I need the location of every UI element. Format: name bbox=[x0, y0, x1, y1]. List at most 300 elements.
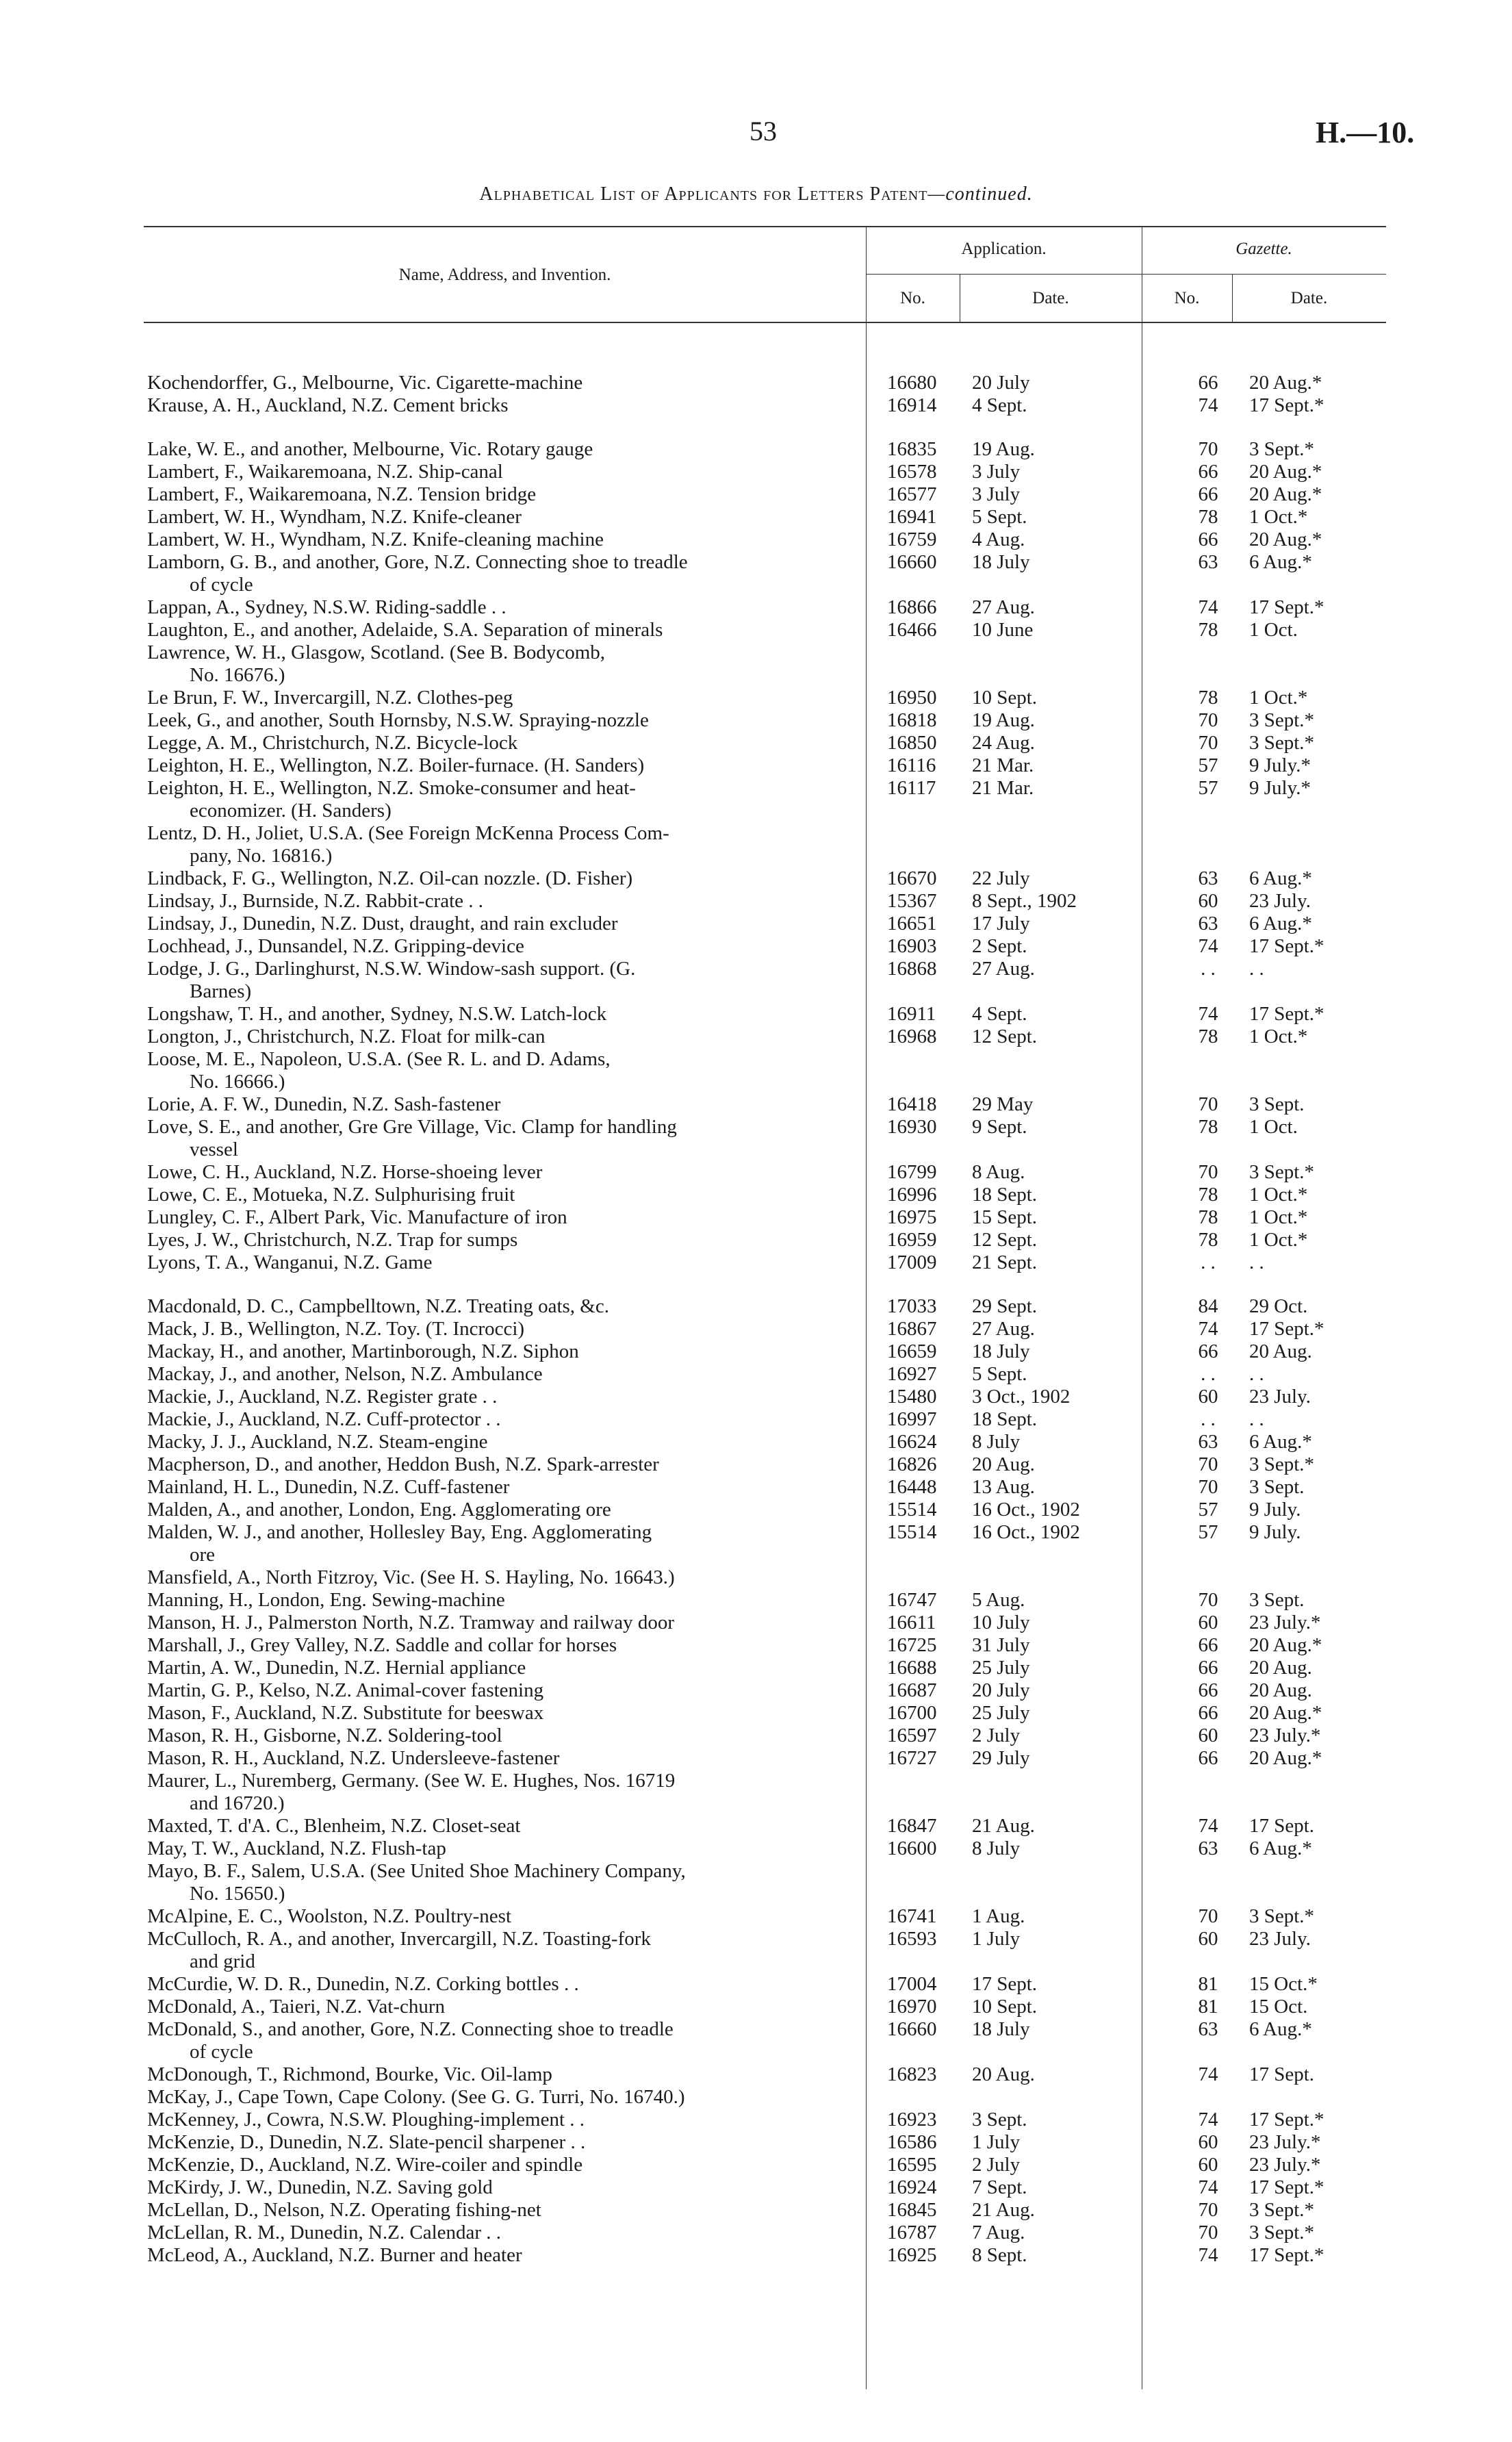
applicant-name-invention bbox=[147, 1521, 859, 1566]
gazette-number: 70 bbox=[1198, 1161, 1218, 1183]
gazette-date: 1 Oct. bbox=[1249, 619, 1298, 641]
gazette-date: 17 Sept.* bbox=[1249, 2176, 1324, 2198]
applicant-name-invention bbox=[147, 1747, 859, 1770]
application-date: 16 Oct., 1902 bbox=[972, 1499, 1080, 1521]
applicant-name-invention bbox=[147, 935, 859, 958]
applicant-text: Loose, M. E., Napoleon, U.S.A. (See R. L. and D. Adams, bbox=[147, 1048, 611, 1070]
application-number: 16959 bbox=[887, 1229, 937, 1251]
applicant-text: Lamborn, G. B., and another, Gore, N.Z. Connecting shoe to treadle bbox=[147, 551, 688, 573]
applicant-name-invention bbox=[147, 483, 859, 506]
application-date: 7 Aug. bbox=[972, 2222, 1025, 2243]
gazette-date: 20 Aug.* bbox=[1249, 461, 1322, 483]
application-number: 17004 bbox=[887, 1973, 937, 1995]
gazette-number: 74 bbox=[1198, 2109, 1218, 2131]
applicant-name-invention bbox=[147, 551, 859, 596]
applicant-name-invention bbox=[147, 2063, 859, 2086]
application-number: 16850 bbox=[887, 732, 937, 754]
gazette-number: 78 bbox=[1198, 619, 1218, 641]
application-number: 16975 bbox=[887, 1206, 937, 1228]
applicant-name-invention bbox=[147, 2222, 859, 2244]
application-number: 16593 bbox=[887, 1928, 937, 1950]
application-date: 18 Sept. bbox=[972, 1408, 1038, 1430]
gazette-date: 17 Sept.* bbox=[1249, 394, 1324, 416]
application-date: 8 Sept. bbox=[972, 2244, 1027, 2266]
application-date: 2 Sept. bbox=[972, 935, 1027, 957]
application-date: 10 June bbox=[972, 619, 1034, 641]
application-number: 16597 bbox=[887, 1725, 937, 1746]
applicant-text-continuation: and grid bbox=[190, 1950, 255, 1972]
applicant-name-invention bbox=[147, 1048, 859, 1093]
gazette-number: 57 bbox=[1198, 777, 1218, 799]
gazette-number: 60 bbox=[1198, 1725, 1218, 1746]
applicant-text: Mackay, H., and another, Martinborough, N.Z. Siphon bbox=[147, 1340, 579, 1362]
document-reference: H.—10. bbox=[1316, 116, 1415, 149]
applicant-name-invention bbox=[147, 1116, 859, 1161]
gazette-date: 3 Sept. bbox=[1249, 1093, 1305, 1115]
applicant-name-invention bbox=[147, 1184, 859, 1206]
application-date: 21 Aug. bbox=[972, 1815, 1035, 1837]
gazette-number: 74 bbox=[1198, 2176, 1218, 2198]
applicant-text: Lake, W. E., and another, Melbourne, Vic. Rotary gauge bbox=[147, 438, 593, 460]
applicant-name-invention bbox=[147, 1566, 859, 1589]
applicant-text: Mason, F., Auckland, N.Z. Substitute for beeswax bbox=[147, 1702, 544, 1724]
applicant-name-invention bbox=[147, 1860, 859, 1905]
application-date: 17 Sept. bbox=[972, 1973, 1038, 1995]
applicant-text: Macpherson, D., and another, Heddon Bush, N.Z. Spark-arrester bbox=[147, 1453, 659, 1475]
applicant-name-invention bbox=[147, 1476, 859, 1499]
gazette-number: 74 bbox=[1198, 1318, 1218, 1340]
application-date: 3 July bbox=[972, 461, 1021, 483]
application-date: 9 Sept. bbox=[972, 1116, 1027, 1138]
application-number: 16903 bbox=[887, 935, 937, 957]
applicant-text: Legge, A. M., Christchurch, N.Z. Bicycle-lock bbox=[147, 732, 518, 754]
applicant-text: Krause, A. H., Auckland, N.Z. Cement bricks bbox=[147, 394, 509, 416]
application-date: 21 Mar. bbox=[972, 754, 1034, 776]
applicant-name-invention bbox=[147, 1679, 859, 1702]
applicant-text: McLeod, A., Auckland, N.Z. Burner and heater bbox=[147, 2244, 522, 2266]
header-app-no: No. bbox=[900, 289, 925, 307]
application-number: 16930 bbox=[887, 1116, 937, 1138]
application-number: 16700 bbox=[887, 1702, 937, 1724]
application-date: 13 Aug. bbox=[972, 1476, 1035, 1498]
application-number: 16835 bbox=[887, 438, 937, 460]
header-application: Application. bbox=[961, 240, 1047, 258]
applicant-text: Leighton, H. E., Wellington, N.Z. Smoke-consumer and heat- bbox=[147, 777, 636, 799]
application-number: 16866 bbox=[887, 596, 937, 618]
gazette-date: 17 Sept.* bbox=[1249, 935, 1324, 957]
application-date: 31 July bbox=[972, 1634, 1030, 1656]
application-date: 20 Aug. bbox=[972, 1453, 1035, 1475]
applicant-name-invention bbox=[147, 1973, 859, 1996]
application-number: 15514 bbox=[887, 1499, 937, 1521]
applicant-text: Lyes, J. W., Christchurch, N.Z. Trap for sumps bbox=[147, 1229, 518, 1251]
applicant-text: Malden, A., and another, London, Eng. Agglomerating ore bbox=[147, 1499, 611, 1521]
application-date: 20 July bbox=[972, 372, 1030, 394]
applicant-name-invention bbox=[147, 1026, 859, 1048]
application-number: 17033 bbox=[887, 1295, 937, 1317]
applicant-name-invention bbox=[147, 2176, 859, 2199]
gazette-date: 9 July.* bbox=[1249, 777, 1311, 799]
gazette-number: . . bbox=[1201, 1363, 1216, 1385]
gazette-date: 20 Aug.* bbox=[1249, 1747, 1322, 1769]
header-gazette: Gazette. bbox=[1235, 240, 1292, 258]
application-date: 4 Sept. bbox=[972, 394, 1027, 416]
application-number: 16927 bbox=[887, 1363, 937, 1385]
gazette-number: 66 bbox=[1198, 1340, 1218, 1362]
application-number: 16747 bbox=[887, 1589, 937, 1611]
gazette-date: 17 Sept.* bbox=[1249, 2109, 1324, 2131]
application-number: 16624 bbox=[887, 1431, 937, 1453]
application-number: 16659 bbox=[887, 1340, 937, 1362]
application-date: 2 July bbox=[972, 1725, 1021, 1746]
application-number: 16741 bbox=[887, 1905, 937, 1927]
applicant-text: Lindsay, J., Burnside, N.Z. Rabbit-crate . . bbox=[147, 890, 484, 912]
application-date: 25 July bbox=[972, 1657, 1030, 1679]
gazette-date: 23 July. bbox=[1249, 890, 1311, 912]
applicant-text: Lungley, C. F., Albert Park, Vic. Manufacture of iron bbox=[147, 1206, 567, 1228]
gazette-date: 3 Sept.* bbox=[1249, 1905, 1315, 1927]
application-date: 18 Sept. bbox=[972, 1184, 1038, 1206]
applicant-name-invention bbox=[147, 2244, 859, 2267]
application-date: 10 Sept. bbox=[972, 687, 1038, 709]
application-number: 16660 bbox=[887, 2018, 937, 2040]
application-number: 16670 bbox=[887, 867, 937, 889]
title-main: Alphabetical List of Applicants for Letters Patent bbox=[479, 183, 928, 205]
gazette-date: 3 Sept.* bbox=[1249, 438, 1315, 460]
applicant-name-invention bbox=[147, 596, 859, 619]
application-date: 21 Mar. bbox=[972, 777, 1034, 799]
application-number: 16688 bbox=[887, 1657, 937, 1679]
gazette-date: 15 Oct.* bbox=[1249, 1973, 1318, 1995]
gazette-number: 63 bbox=[1198, 867, 1218, 889]
gazette-number: 66 bbox=[1198, 461, 1218, 483]
gazette-date: 20 Aug.* bbox=[1249, 1634, 1322, 1656]
application-number: 16448 bbox=[887, 1476, 937, 1498]
applicant-name-invention bbox=[147, 913, 859, 935]
application-number: 16950 bbox=[887, 687, 937, 709]
application-date: 21 Sept. bbox=[972, 1251, 1038, 1273]
gazette-number: 57 bbox=[1198, 1521, 1218, 1543]
application-number: 16651 bbox=[887, 913, 937, 934]
application-number: 16823 bbox=[887, 2063, 937, 2085]
gazette-number: 66 bbox=[1198, 1702, 1218, 1724]
application-number: 16941 bbox=[887, 506, 937, 528]
applicant-text: McKay, J., Cape Town, Cape Colony. (See G. G. Turri, No. 16740.) bbox=[147, 2086, 685, 2108]
applicant-text: Lappan, A., Sydney, N.S.W. Riding-saddle . . bbox=[147, 596, 507, 618]
gazette-date: 3 Sept.* bbox=[1249, 2222, 1315, 2243]
applicant-name-invention bbox=[147, 1431, 859, 1453]
applicant-text: Macky, J. J., Auckland, N.Z. Steam-engine bbox=[147, 1431, 488, 1453]
applicant-name-invention bbox=[147, 1702, 859, 1725]
applicant-text-continuation: Barnes) bbox=[190, 980, 252, 1002]
gazette-number: 78 bbox=[1198, 1206, 1218, 1228]
applicant-text: Lambert, W. H., Wyndham, N.Z. Knife-cleaning machine bbox=[147, 529, 604, 550]
application-number: 16759 bbox=[887, 529, 937, 550]
applicant-text: McLellan, D., Nelson, N.Z. Operating fishing-net bbox=[147, 2199, 541, 2221]
gazette-date: 23 July.* bbox=[1249, 2154, 1321, 2176]
applicant-text: Longshaw, T. H., and another, Sydney, N.S.W. Latch-lock bbox=[147, 1003, 607, 1025]
gazette-number: 66 bbox=[1198, 372, 1218, 394]
gazette-number: 84 bbox=[1198, 1295, 1218, 1317]
applicant-text: Lawrence, W. H., Glasgow, Scotland. (See B. Bodycomb, bbox=[147, 641, 606, 663]
gazette-date: 6 Aug.* bbox=[1249, 1431, 1312, 1453]
applicant-text: McKenney, J., Cowra, N.S.W. Ploughing-implement . . bbox=[147, 2109, 585, 2131]
applicant-name-invention bbox=[147, 2199, 859, 2222]
application-date: 20 July bbox=[972, 1679, 1030, 1701]
gazette-number: 60 bbox=[1198, 890, 1218, 912]
applicant-name-invention bbox=[147, 641, 859, 687]
gazette-number: 66 bbox=[1198, 1634, 1218, 1656]
applicant-name-invention bbox=[147, 2018, 859, 2063]
applicant-text: Le Brun, F. W., Invercargill, N.Z. Clothes-peg bbox=[147, 687, 513, 709]
application-date: 1 Aug. bbox=[972, 1905, 1025, 1927]
applicant-name-invention bbox=[147, 1340, 859, 1363]
application-number: 16116 bbox=[887, 754, 936, 776]
gazette-number: 63 bbox=[1198, 551, 1218, 573]
applicant-text: Lowe, C. E., Motueka, N.Z. Sulphurising fruit bbox=[147, 1184, 515, 1206]
applicant-name-invention bbox=[147, 1657, 859, 1679]
application-number: 16727 bbox=[887, 1747, 937, 1769]
applicant-text: McDonald, A., Taieri, N.Z. Vat-churn bbox=[147, 1996, 446, 2018]
gazette-number: 63 bbox=[1198, 1837, 1218, 1859]
gazette-date: 9 July.* bbox=[1249, 754, 1311, 776]
gazette-number: 70 bbox=[1198, 709, 1218, 731]
applicant-name-invention bbox=[147, 438, 859, 461]
application-number: 16997 bbox=[887, 1408, 937, 1430]
gazette-date: 3 Sept.* bbox=[1249, 2199, 1315, 2221]
applicant-text-continuation: and 16720.) bbox=[190, 1792, 285, 1814]
application-date: 8 Sept., 1902 bbox=[972, 890, 1077, 912]
gazette-number: 60 bbox=[1198, 2131, 1218, 2153]
gazette-date: 9 July. bbox=[1249, 1499, 1301, 1521]
application-date: 16 Oct., 1902 bbox=[972, 1521, 1080, 1543]
application-number: 16799 bbox=[887, 1161, 937, 1183]
applicant-text: Malden, W. J., and another, Hollesley Bay, Eng. Agglomerating bbox=[147, 1521, 652, 1543]
gazette-date: 17 Sept. bbox=[1249, 2063, 1315, 2085]
applicant-name-invention bbox=[147, 1612, 859, 1634]
gazette-number: 60 bbox=[1198, 1928, 1218, 1950]
application-number: 16600 bbox=[887, 1837, 937, 1859]
applicant-text: McKenzie, D., Dunedin, N.Z. Slate-pencil sharpener . . bbox=[147, 2131, 586, 2153]
applicant-name-invention bbox=[147, 1905, 859, 1928]
applicant-text: Manson, H. J., Palmerston North, N.Z. Tramway and railway door bbox=[147, 1612, 675, 1633]
applicant-text: Lindsay, J., Dunedin, N.Z. Dust, draught, and rain excluder bbox=[147, 913, 618, 934]
applicant-text: Lambert, W. H., Wyndham, N.Z. Knife-cleaner bbox=[147, 506, 522, 528]
application-number: 16914 bbox=[887, 394, 937, 416]
gazette-number: 70 bbox=[1198, 1905, 1218, 1927]
gazette-date: 6 Aug.* bbox=[1249, 551, 1312, 573]
applicant-name-invention bbox=[147, 1928, 859, 1973]
applicant-text: Leek, G., and another, South Hornsby, N.S.W. Spraying-nozzle bbox=[147, 709, 649, 731]
gazette-number: 74 bbox=[1198, 1003, 1218, 1025]
applicant-text-continuation: vessel bbox=[190, 1139, 238, 1160]
gazette-number: 57 bbox=[1198, 754, 1218, 776]
application-date: 2 July bbox=[972, 2154, 1021, 2176]
gazette-number: 70 bbox=[1198, 438, 1218, 460]
applicant-name-invention bbox=[147, 754, 859, 777]
gazette-number: 74 bbox=[1198, 2063, 1218, 2085]
gazette-number: 70 bbox=[1198, 2222, 1218, 2243]
applicant-text: Lindback, F. G., Wellington, N.Z. Oil-can nozzle. (D. Fisher) bbox=[147, 867, 633, 889]
gazette-number: 60 bbox=[1198, 2154, 1218, 2176]
application-date: 18 July bbox=[972, 2018, 1030, 2040]
applicant-name-invention bbox=[147, 1589, 859, 1612]
application-date: 27 Aug. bbox=[972, 958, 1035, 980]
applicant-name-invention bbox=[147, 2131, 859, 2154]
gazette-date: 23 July. bbox=[1249, 1386, 1311, 1408]
applicant-text-continuation: No. 16676.) bbox=[190, 664, 285, 686]
application-number: 16818 bbox=[887, 709, 937, 731]
applicant-name-invention bbox=[147, 1093, 859, 1116]
application-date: 3 Sept. bbox=[972, 2109, 1027, 2131]
applicant-text: McKirdy, J. W., Dunedin, N.Z. Saving gold bbox=[147, 2176, 493, 2198]
applicant-text: Leighton, H. E., Wellington, N.Z. Boiler-furnace. (H. Sanders) bbox=[147, 754, 645, 776]
gazette-date: 23 July.* bbox=[1249, 1612, 1321, 1633]
gazette-number: 81 bbox=[1198, 1996, 1218, 2018]
gazette-number: . . bbox=[1201, 958, 1216, 980]
application-number: 16911 bbox=[887, 1003, 936, 1025]
application-number: 16578 bbox=[887, 461, 937, 483]
applicant-text: McKenzie, D., Auckland, N.Z. Wire-coiler and spindle bbox=[147, 2154, 583, 2176]
title-suffix: —continued. bbox=[927, 183, 1033, 205]
gazette-number: 78 bbox=[1198, 506, 1218, 528]
applicant-name-invention bbox=[147, 1295, 859, 1318]
application-number: 15480 bbox=[887, 1386, 937, 1408]
applicant-name-invention bbox=[147, 506, 859, 529]
application-date: 8 July bbox=[972, 1837, 1021, 1859]
applicant-name-invention bbox=[147, 394, 859, 417]
application-number: 16577 bbox=[887, 483, 937, 505]
gazette-number: 57 bbox=[1198, 1499, 1218, 1521]
gazette-number: 70 bbox=[1198, 2199, 1218, 2221]
gazette-number: 63 bbox=[1198, 2018, 1218, 2040]
gazette-number: 74 bbox=[1198, 596, 1218, 618]
applicant-text: Mansfield, A., North Fitzroy, Vic. (See H. S. Hayling, No. 16643.) bbox=[147, 1566, 675, 1588]
gazette-number: 63 bbox=[1198, 1431, 1218, 1453]
application-date: 22 July bbox=[972, 867, 1030, 889]
application-date: 5 Aug. bbox=[972, 1589, 1025, 1611]
applicant-name-invention bbox=[147, 1770, 859, 1815]
applicant-text: Mackay, J., and another, Nelson, N.Z. Ambulance bbox=[147, 1363, 543, 1385]
applicant-name-invention bbox=[147, 1725, 859, 1747]
application-date: 3 July bbox=[972, 483, 1021, 505]
gazette-date: 20 Aug.* bbox=[1249, 483, 1322, 505]
application-number: 17009 bbox=[887, 1251, 937, 1273]
gazette-number: 63 bbox=[1198, 913, 1218, 934]
applicant-text: McCulloch, R. A., and another, Invercargill, N.Z. Toasting-fork bbox=[147, 1928, 651, 1950]
header-gazette-no: No. bbox=[1174, 289, 1200, 307]
applicant-text: Laughton, E., and another, Adelaide, S.A. Separation of minerals bbox=[147, 619, 663, 641]
application-number: 16117 bbox=[887, 777, 936, 799]
application-date: 12 Sept. bbox=[972, 1026, 1038, 1047]
gazette-date: 3 Sept.* bbox=[1249, 709, 1315, 731]
applicant-text: McDonald, S., and another, Gore, N.Z. Connecting shoe to treadle bbox=[147, 2018, 674, 2040]
application-date: 29 May bbox=[972, 1093, 1034, 1115]
applicant-text: Mack, J. B., Wellington, N.Z. Toy. (T. Incrocci) bbox=[147, 1318, 525, 1340]
gazette-number: 60 bbox=[1198, 1386, 1218, 1408]
gazette-date: 17 Sept. bbox=[1249, 1815, 1315, 1837]
gazette-number: 70 bbox=[1198, 1453, 1218, 1475]
applicant-text-continuation: No. 15650.) bbox=[190, 1883, 285, 1905]
gazette-date: 1 Oct. bbox=[1249, 1116, 1298, 1138]
gazette-number: 60 bbox=[1198, 1612, 1218, 1633]
application-date: 19 Aug. bbox=[972, 709, 1035, 731]
applicant-name-invention bbox=[147, 619, 859, 641]
gazette-number: 66 bbox=[1198, 1657, 1218, 1679]
gazette-date: 17 Sept.* bbox=[1249, 1003, 1324, 1025]
applicant-text: Lambert, F., Waikaremoana, N.Z. Tension bridge bbox=[147, 483, 537, 505]
applicant-name-invention bbox=[147, 1318, 859, 1340]
gazette-date: 1 Oct.* bbox=[1249, 1229, 1308, 1251]
gazette-date: 6 Aug.* bbox=[1249, 1837, 1312, 1859]
gazette-date: 3 Sept.* bbox=[1249, 1453, 1315, 1475]
application-date: 25 July bbox=[972, 1702, 1030, 1724]
applicant-text: Longton, J., Christchurch, N.Z. Float for milk-can bbox=[147, 1026, 546, 1047]
application-number: 16725 bbox=[887, 1634, 937, 1656]
application-number: 16923 bbox=[887, 2109, 937, 2131]
applicant-text: Kochendorffer, G., Melbourne, Vic. Cigarette-machine bbox=[147, 372, 583, 394]
application-date: 3 Oct., 1902 bbox=[972, 1386, 1071, 1408]
application-date: 12 Sept. bbox=[972, 1229, 1038, 1251]
applicant-text: Mason, R. H., Gisborne, N.Z. Soldering-tool bbox=[147, 1725, 502, 1746]
gazette-date: 1 Oct.* bbox=[1249, 1184, 1308, 1206]
gazette-date: 15 Oct. bbox=[1249, 1996, 1308, 2018]
applicant-text: Macdonald, D. C., Campbelltown, N.Z. Treating oats, &c. bbox=[147, 1295, 609, 1317]
applicant-text: Love, S. E., and another, Gre Gre Village, Vic. Clamp for handling bbox=[147, 1116, 677, 1138]
applicant-text: Lyons, T. A., Wanganui, N.Z. Game bbox=[147, 1251, 433, 1273]
applicant-name-invention bbox=[147, 958, 859, 1003]
gazette-number: 70 bbox=[1198, 1589, 1218, 1611]
application-number: 16418 bbox=[887, 1093, 937, 1115]
application-date: 27 Aug. bbox=[972, 1318, 1035, 1340]
gazette-number: 78 bbox=[1198, 1026, 1218, 1047]
application-date: 29 Sept. bbox=[972, 1295, 1038, 1317]
applicant-text: Mason, R. H., Auckland, N.Z. Undersleeve-fastener bbox=[147, 1747, 560, 1769]
applicant-text: Mackie, J., Auckland, N.Z. Cuff-protector . . bbox=[147, 1408, 501, 1430]
applicant-text-continuation: of cycle bbox=[190, 2041, 253, 2063]
gazette-date: 9 July. bbox=[1249, 1521, 1301, 1543]
application-number: 16826 bbox=[887, 1453, 937, 1475]
applicant-text: Lowe, C. H., Auckland, N.Z. Horse-shoeing lever bbox=[147, 1161, 543, 1183]
application-number: 15367 bbox=[887, 890, 937, 912]
applicant-name-invention bbox=[147, 1003, 859, 1026]
gazette-date: 1 Oct.* bbox=[1249, 1206, 1308, 1228]
gazette-date: 20 Aug. bbox=[1249, 1679, 1312, 1701]
application-number: 16595 bbox=[887, 2154, 937, 2176]
gazette-number: 81 bbox=[1198, 1973, 1218, 1995]
application-number: 16466 bbox=[887, 619, 937, 641]
application-date: 20 Aug. bbox=[972, 2063, 1035, 2085]
gazette-date: 6 Aug.* bbox=[1249, 913, 1312, 934]
gazette-date: . . bbox=[1249, 1408, 1264, 1430]
applicant-text: Manning, H., London, Eng. Sewing-machine bbox=[147, 1589, 505, 1611]
application-date: 10 July bbox=[972, 1612, 1030, 1633]
applicant-name-invention bbox=[147, 687, 859, 709]
gazette-number: 66 bbox=[1198, 1679, 1218, 1701]
gazette-number: 78 bbox=[1198, 1116, 1218, 1138]
applicant-name-invention bbox=[147, 1408, 859, 1431]
gazette-date: 3 Sept. bbox=[1249, 1476, 1305, 1498]
gazette-number: 66 bbox=[1198, 529, 1218, 550]
applicant-text: Lentz, D. H., Joliet, U.S.A. (See Foreign McKenna Process Com- bbox=[147, 822, 669, 844]
gazette-number: . . bbox=[1201, 1251, 1216, 1273]
gazette-date: 6 Aug.* bbox=[1249, 2018, 1312, 2040]
applicant-name-invention bbox=[147, 777, 859, 822]
applicant-text: Marshall, J., Grey Valley, N.Z. Saddle and collar for horses bbox=[147, 1634, 617, 1656]
gazette-number: 74 bbox=[1198, 1815, 1218, 1837]
applicant-name-invention bbox=[147, 2109, 859, 2131]
gazette-date: 3 Sept.* bbox=[1249, 1161, 1315, 1183]
